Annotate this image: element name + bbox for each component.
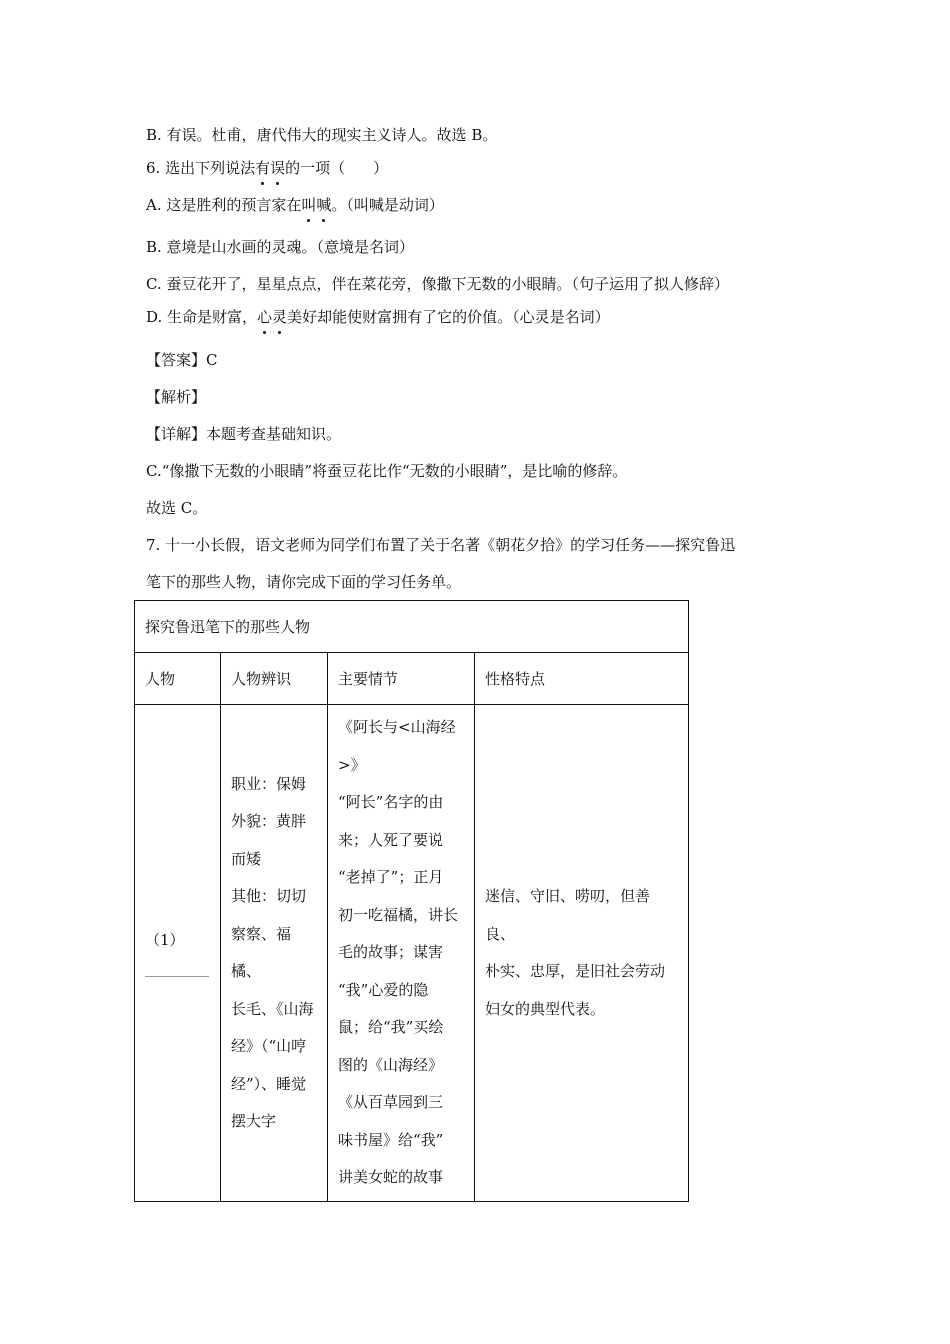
option-d-text-after: 美好却能使财富拥有了它的价值。（心灵是名词）	[287, 308, 610, 326]
traits-line: 朴实、忠厚，是旧社会劳动	[485, 962, 666, 980]
plot-line: 《阿长与<山海经	[338, 718, 456, 737]
identify-line: 长毛、《山海	[231, 999, 314, 1018]
traits-line: 迷信、守旧、唠叨，但善良、	[485, 887, 651, 943]
identify-line: 而矮	[231, 849, 262, 868]
identify-cell	[221, 705, 328, 1202]
plot-line: 讲美女蛇的故事	[338, 1168, 444, 1187]
q6-close-paren: ）	[373, 159, 389, 177]
option-d	[146, 307, 610, 327]
option-a-text-after: 。（叫喊是动词）	[331, 196, 444, 214]
traits-line: 妇女的典型代表。	[485, 999, 606, 1018]
plot-line: 图的《山海经》	[338, 1055, 444, 1074]
q6-text-before: 6. 选出下列说法	[146, 159, 256, 177]
option-a	[146, 195, 444, 215]
detail-explanation: 【详解】本题考查基础知识。	[146, 425, 342, 443]
identify-line: 经”）、睡觉	[231, 1074, 307, 1093]
option-d-emphasis-char: 心	[257, 308, 273, 326]
plot-line: “老掉了”；正月	[338, 868, 444, 887]
option-b-answer: B. 有误。杜甫，唐代伟大的现实主义诗人。故选 B。	[146, 126, 498, 144]
identify-line: 外貌：黄胖	[231, 812, 307, 830]
option-d-text-before: D. 生命是财富，	[146, 308, 258, 326]
plot-cell	[328, 705, 475, 1202]
option-a-emphasis-char: 喊	[316, 196, 332, 214]
analysis-label: 【解析】	[146, 388, 207, 406]
option-c-explanation: C.“像撒下无数的小眼睛”将蚕豆花比作“无数的小眼睛”，是比喻的修辞。	[146, 462, 628, 480]
person-number: （1）	[145, 931, 185, 949]
task-table-title: 探究鲁迅笔下的那些人物	[135, 601, 689, 653]
plot-line: “阿长”名字的由	[338, 793, 444, 812]
option-c: C. 蚕豆花开了，星星点点，伴在菜花旁，像撒下无数的小眼睛。（句子运用了拟人修辞）	[146, 275, 729, 293]
option-a-emphasis-char: 叫	[301, 196, 317, 214]
choose-c: 故选 C。	[146, 499, 208, 517]
question-7-line-2: 笔下的那些人物，请你完成下面的学习任务单。	[146, 573, 462, 591]
plot-line: 《从百草园到三	[338, 1093, 444, 1112]
plot-line: 毛的故事；谋害	[338, 943, 444, 962]
task-table-title-row	[135, 601, 689, 653]
q6-emphasis-char: 误	[270, 159, 286, 177]
question-6	[146, 158, 388, 178]
traits-cell	[475, 705, 689, 1202]
option-a-text-before: A. 这是胜利的预言家在	[146, 196, 302, 214]
option-d-emphasis-char: 灵	[272, 308, 288, 326]
q6-emphasis-char: 有	[255, 159, 271, 177]
identify-line: 其他：切切	[231, 887, 307, 905]
plot-line: “我”心爱的隐	[338, 980, 429, 999]
table-row	[135, 705, 689, 1202]
q6-text-after: 的一项（	[285, 159, 346, 177]
plot-line: >》	[338, 755, 366, 774]
column-header-traits: 性格特点	[475, 653, 689, 705]
column-header-person: 人物	[135, 653, 221, 705]
plot-line: 味书屋》给“我”	[338, 1130, 444, 1149]
identify-line: 摆大字	[231, 1112, 277, 1130]
option-b: B. 意境是山水画的灵魂。（意境是名词）	[146, 238, 415, 256]
person-cell	[135, 705, 221, 1202]
task-table-header-row	[135, 653, 689, 705]
column-header-identify: 人物辨识	[221, 653, 328, 705]
task-table	[134, 600, 689, 1202]
answer-label: 【答案】C	[146, 351, 218, 369]
identify-line: 职业：保姆	[231, 774, 307, 793]
question-7-line-1: 7. 十一小长假，语文老师为同学们布置了关于名著《朝花夕拾》的学习任务——探究鲁迅	[146, 536, 736, 554]
plot-line: 鼠；给“我”买绘	[338, 1018, 444, 1037]
plot-line: 初一吃福橘，讲长	[338, 905, 459, 924]
plot-line: 来；人死了要说	[338, 830, 444, 849]
identify-line: 经》（“山哼	[231, 1037, 307, 1055]
column-header-plot: 主要情节	[328, 653, 475, 705]
identify-line: 察察、福橘、	[231, 924, 292, 980]
fill-in-blank	[145, 976, 209, 977]
